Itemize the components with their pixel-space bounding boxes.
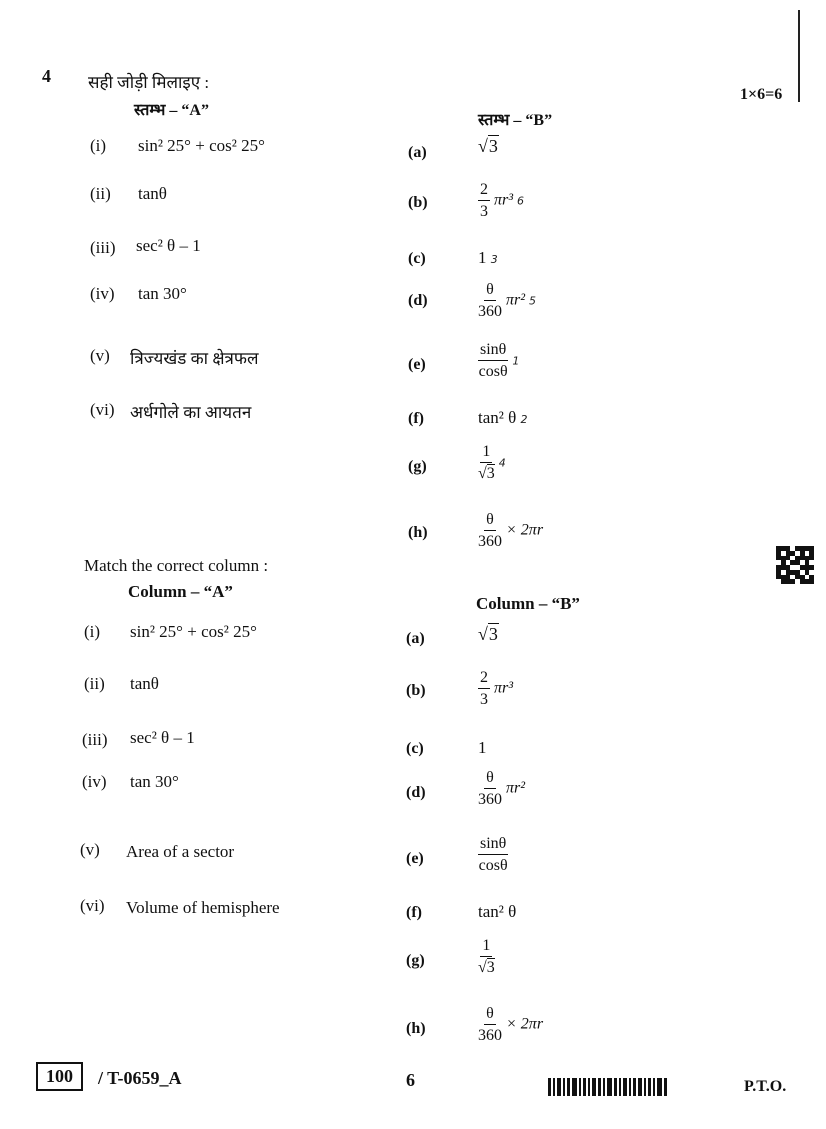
hindi-b-label-g: (g): [408, 458, 427, 475]
margin-line: [798, 10, 800, 102]
fraction-numerator: θ: [484, 282, 496, 301]
page-box: 100: [36, 1062, 83, 1091]
english-a-label-v: (v): [80, 840, 100, 859]
fraction-numerator: θ: [484, 1006, 496, 1025]
english-a-item-iii: sec² θ – 1: [130, 728, 195, 747]
hindi-b-item-a: √3: [478, 136, 498, 156]
fraction-denominator: cosθ: [478, 363, 508, 380]
english-a-label-iv: (iv): [82, 772, 107, 791]
english-a-label-iii: (iii): [82, 730, 108, 749]
fraction-numerator: sinθ: [478, 836, 508, 855]
english-b-label-h: (h): [406, 1020, 426, 1037]
question-number: 4: [42, 66, 51, 86]
english-b-label-b: (b): [406, 682, 426, 699]
qr-code-icon: [776, 546, 814, 584]
english-a-item-i: sin² 25° + cos² 25°: [130, 622, 257, 641]
fraction-numerator: sinθ: [478, 342, 508, 361]
english-a-item-vi: Volume of hemisphere: [126, 898, 280, 917]
fraction-numerator: θ: [484, 512, 496, 531]
fraction-denominator: 3: [480, 203, 488, 220]
fraction-numerator: 1: [480, 444, 492, 463]
pi-r-squared: πr²: [506, 291, 526, 309]
paper-code: / T-0659_A: [98, 1068, 182, 1088]
english-b-label-e: (e): [406, 850, 424, 867]
hindi-a-label-vi: (vi): [90, 400, 115, 419]
hindi-a-item-iii: sec² θ – 1: [136, 236, 201, 255]
hindi-a-item-i: sin² 25° + cos² 25°: [138, 136, 265, 155]
hindi-col-a-header: स्तम्भ – “A”: [134, 102, 209, 119]
hindi-b-item-e: [478, 342, 519, 380]
english-b-item-f: [478, 902, 516, 922]
english-b-label-c: (c): [406, 740, 424, 757]
english-b-label-g: (g): [406, 952, 425, 969]
fraction-denominator: 3: [486, 959, 495, 976]
fraction-denominator: 360: [478, 1027, 502, 1044]
hindi-a-label-i: (i): [90, 136, 107, 155]
handwritten-mark-c: 3: [490, 253, 498, 266]
english-a-label-i: (i): [84, 622, 101, 641]
hindi-b-label-a: (a): [408, 144, 427, 161]
fraction-denominator: 360: [478, 303, 502, 320]
english-b-item-b: [478, 670, 513, 708]
handwritten-mark-g: 4: [498, 456, 506, 470]
pi-r-cubed: πr³: [494, 679, 514, 697]
handwritten-mark-f: 2: [520, 413, 528, 426]
english-a-item-iv: tan 30°: [130, 772, 179, 791]
hindi-b-item-h: [478, 512, 543, 550]
page-number: 6: [406, 1070, 415, 1090]
fraction-denominator: 360: [478, 791, 502, 808]
hindi-b-label-h: (h): [408, 524, 428, 541]
hindi-b-label-c: (c): [408, 250, 426, 267]
pi-r-squared: πr²: [506, 779, 526, 797]
english-a-label-ii: (ii): [84, 674, 105, 693]
hindi-b-label-b: (b): [408, 194, 428, 211]
fraction-numerator: 1: [480, 938, 492, 957]
hindi-a-item-ii: tanθ: [138, 184, 167, 203]
hindi-a-label-iv: (iv): [90, 284, 115, 303]
english-b-label-a: (a): [406, 630, 425, 647]
hindi-b-item-f: [478, 408, 528, 428]
fraction-denominator: 360: [478, 533, 502, 550]
handwritten-mark-b: 6: [517, 194, 525, 208]
times-two-pi-r: × 2πr: [506, 1015, 544, 1033]
hindi-b-item-b: [478, 182, 524, 220]
english-a-item-ii: tanθ: [130, 674, 159, 693]
english-b-item-c: [478, 738, 487, 758]
english-b-item-h: [478, 1006, 543, 1044]
value-one: 1: [478, 248, 487, 267]
hindi-b-label-e: (e): [408, 356, 426, 373]
hindi-b-label-f: (f): [408, 410, 424, 427]
english-b-item-e: [478, 836, 508, 874]
value-one: 1: [478, 738, 487, 757]
hindi-a-label-ii: (ii): [90, 184, 111, 203]
sqrt-radicand: 3: [488, 624, 498, 644]
hindi-b-item-d: [478, 282, 536, 320]
hindi-b-item-g: $\frac{1}{√3}$ 4: [478, 443, 506, 482]
english-b-item-g: $\frac{1}{√3}$: [478, 937, 495, 976]
pto-label: P.T.O.: [744, 1078, 787, 1095]
pi-r-cubed: πr³: [494, 191, 514, 209]
fraction-denominator: cosθ: [478, 857, 508, 874]
hindi-a-item-vi: अर्धगोले का आयतन: [130, 403, 252, 422]
sqrt-radicand: 3: [488, 136, 498, 156]
times-two-pi-r: × 2πr: [506, 521, 544, 539]
english-a-label-vi: (vi): [80, 896, 105, 915]
english-b-label-d: (d): [406, 784, 426, 801]
english-b-item-d: [478, 770, 525, 808]
hindi-a-label-iii: (iii): [90, 238, 116, 257]
fraction-numerator: 2: [478, 670, 490, 689]
english-col-b-header: Column – “B”: [476, 594, 580, 613]
english-b-label-f: (f): [406, 904, 422, 921]
handwritten-mark-d: 5: [529, 294, 537, 308]
hindi-b-label-d: (d): [408, 292, 428, 309]
hindi-instruction: सही जोड़ी मिलाइए :: [88, 73, 210, 92]
hindi-a-item-v: त्रिज्यखंड का क्षेत्रफल: [130, 349, 259, 368]
hindi-col-b-header: स्तम्भ – “B”: [478, 112, 553, 129]
hindi-a-item-iv: tan 30°: [138, 284, 187, 303]
fraction-numerator: θ: [484, 770, 496, 789]
hindi-b-item-c: [478, 248, 498, 268]
fraction-denominator: 3: [486, 465, 495, 482]
hindi-a-label-v: (v): [90, 346, 110, 365]
english-instruction: Match the correct column :: [84, 556, 269, 575]
tan-squared-theta: tan² θ: [478, 902, 517, 921]
english-a-item-v: Area of a sector: [126, 842, 235, 861]
marks: 1×6=6: [740, 86, 783, 103]
handwritten-mark-e: 1: [512, 354, 520, 368]
english-b-item-a: √3: [478, 624, 498, 644]
fraction-numerator: 2: [478, 182, 490, 201]
tan-squared-theta: tan² θ: [478, 408, 517, 427]
english-col-a-header: Column – “A”: [128, 582, 233, 601]
fraction-denominator: 3: [480, 691, 488, 708]
barcode-icon: [548, 1078, 669, 1096]
